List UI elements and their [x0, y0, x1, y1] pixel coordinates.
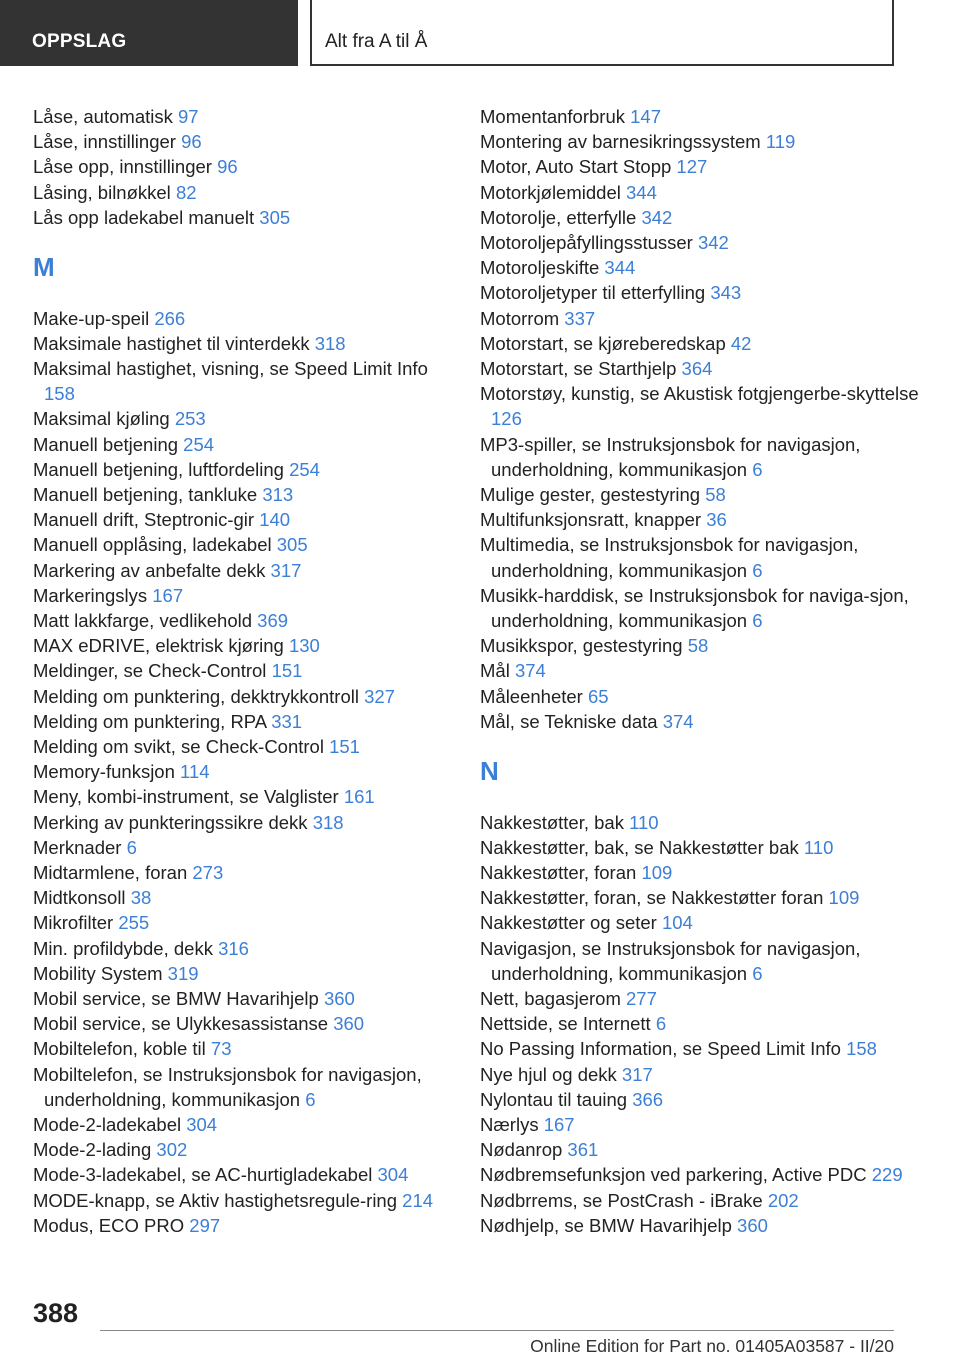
page-number: 388 [33, 1298, 79, 1328]
index-entry [33, 709, 451, 734]
index-entry [480, 381, 930, 431]
entry-text: Mål [480, 660, 510, 682]
index-entry [33, 457, 451, 482]
entry-text: Maksimal hastighet, visning, se Speed Limit Info [33, 357, 428, 379]
page-link[interactable]: 254 [289, 458, 320, 480]
entry-text: Mode-3-ladekabel, se AC-hurtigladekabel [33, 1164, 373, 1186]
index-entry [480, 684, 930, 709]
index-entry [480, 810, 930, 835]
entry-text: Motorrom [480, 307, 560, 329]
index-column-left [33, 104, 451, 1238]
entry-text: Motoroljetyper til etterfylling [480, 282, 706, 304]
entry-text: Låsing, bilnøkkel [33, 181, 171, 203]
index-entry [33, 1162, 451, 1187]
index-entry [33, 1137, 451, 1162]
entry-text: Mobil service, se Ulykkesassistanse [33, 1013, 329, 1035]
entry-text: Motorstart, se kjøreberedskap [480, 332, 726, 354]
index-entry [480, 633, 930, 658]
index-entry [480, 432, 930, 482]
entry-text: Nett, bagasjerom [480, 988, 621, 1010]
entry-text: Mobiltelefon, se Instruksjonsbok for navigasjon, underholdning, kommunikasjon [33, 1063, 422, 1110]
index-entry [33, 406, 451, 431]
index-entry [480, 1137, 930, 1162]
page-link[interactable]: 36 [706, 509, 727, 531]
entry-text: Motoroljepåfyllingsstusser [480, 232, 693, 254]
page-link[interactable]: 318 [312, 811, 344, 833]
page-link[interactable]: 6 [752, 458, 763, 480]
entry-text: Manuell betjening, tankluke [33, 484, 258, 505]
index-entry [480, 154, 930, 179]
index-entry [33, 784, 451, 809]
page-link[interactable]: 317 [621, 1063, 653, 1085]
page-link[interactable]: 109 [828, 887, 860, 909]
page-link[interactable]: 266 [154, 307, 186, 329]
page-link[interactable]: 318 [314, 332, 346, 354]
entry-text: Melding om punktering, RPA [33, 710, 267, 732]
entry-text: Mode-2-lading [33, 1139, 152, 1161]
index-entry [33, 1188, 451, 1213]
index-entry [480, 180, 930, 205]
index-entry [480, 104, 930, 129]
index-entry [33, 1062, 451, 1112]
entry-text: Merking av punkteringssikre dekk [33, 811, 308, 833]
index-entry [33, 759, 451, 784]
index-entry [480, 709, 930, 734]
entry-text: Midtarmlene, foran [33, 862, 188, 884]
entry-text: Markeringslys [33, 584, 148, 606]
index-entry [480, 1011, 930, 1036]
page-link[interactable]: 6 [752, 559, 763, 581]
index-entry [33, 961, 451, 986]
page-link[interactable]: 374 [662, 710, 694, 732]
index-entry [480, 583, 930, 633]
entry-text: Nødanrop [480, 1139, 563, 1161]
index-entry [33, 986, 451, 1011]
entry-text: Nylontau til tauing [480, 1088, 628, 1110]
page-link[interactable]: 151 [271, 660, 303, 682]
index-entry [33, 129, 451, 154]
entry-text: Motor, Auto Start Stopp [480, 156, 672, 178]
page-link[interactable]: 58 [687, 635, 709, 657]
entry-text: Meldinger, se Check-Control [33, 660, 267, 682]
page-header [0, 0, 960, 66]
index-entry [33, 1036, 451, 1061]
index-entry [33, 104, 451, 129]
page-link[interactable]: 273 [192, 862, 224, 884]
page-link[interactable]: 344 [604, 257, 636, 279]
page-link[interactable]: 342 [641, 206, 673, 228]
entry-text: Nødbremsefunksjon ved parkering, Active PDC [480, 1164, 867, 1186]
entry-text: Musikk-harddisk, se Instruksjonsbok for naviga-sjon, underholdning, kommunikasjon [480, 584, 909, 632]
index-entry [480, 658, 930, 683]
entry-text: Nødhjelp, se BMW Havarihjelp [480, 1214, 732, 1236]
index-entry [33, 331, 451, 356]
index-entry [480, 129, 930, 154]
entry-text: Låse opp, innstillinger [33, 156, 212, 178]
page-link[interactable]: 360 [737, 1214, 768, 1236]
index-entry [33, 910, 451, 935]
index-entry [480, 936, 930, 986]
entry-text: Nakkestøtter, foran, se Nakkestøtter foran [480, 887, 824, 909]
entry-text: Maksimale hastighet til vinterdekk [33, 332, 310, 354]
page-link[interactable]: 42 [730, 332, 752, 354]
index-entry [33, 684, 451, 709]
entry-text: Mikrofilter [33, 912, 114, 934]
page-link[interactable]: 109 [641, 862, 673, 884]
index-entry [33, 583, 451, 608]
index-entry [480, 331, 930, 356]
index-entry [33, 1112, 451, 1137]
index-entry [33, 558, 451, 583]
page-link[interactable]: 229 [871, 1164, 903, 1186]
page-link[interactable]: 305 [259, 206, 291, 228]
page-link[interactable]: 58 [705, 484, 726, 506]
index-entry [33, 205, 451, 230]
entry-text: Nakkestøtter og seter [480, 912, 657, 934]
entry-text: Nye hjul og dekk [480, 1063, 617, 1085]
index-entry [33, 1011, 451, 1036]
page-link[interactable]: 344 [626, 181, 657, 203]
page-link[interactable]: 119 [765, 131, 796, 153]
page-link[interactable]: 305 [276, 534, 308, 556]
page-link[interactable]: 158 [44, 383, 75, 405]
page-link[interactable]: 6 [655, 1013, 667, 1035]
page-link[interactable]: 319 [167, 962, 199, 984]
entry-text: Manuell betjening, luftfordeling [33, 458, 284, 480]
entry-text: Midtkonsoll [33, 887, 126, 909]
footer-edition: Online Edition for Part no. 01405A03587 - II/20 [530, 1336, 894, 1356]
entry-text: Meny, kombi-instrument, se Valglister [33, 786, 339, 808]
entry-text: Min. profildybde, dekk [33, 937, 213, 959]
index-entry [480, 280, 930, 305]
page-link[interactable]: 361 [567, 1139, 599, 1161]
entry-text: Multimedia, se Instruksjonsbok for navigasjon, underholdning, kommunikasjon [480, 534, 859, 581]
index-entry [480, 255, 930, 280]
entry-text: Maksimal kjøling [33, 408, 170, 430]
page-link[interactable]: 304 [377, 1164, 409, 1186]
entry-text: Mobiltelefon, koble til [33, 1038, 206, 1060]
entry-text: Motorkjølemiddel [480, 181, 621, 203]
index-column-right [480, 104, 930, 1238]
entry-text: Motoroljeskifte [480, 257, 600, 279]
page-link[interactable]: 65 [587, 685, 609, 707]
index-entry [480, 986, 930, 1011]
index-entry [33, 507, 451, 532]
page-link[interactable]: 82 [175, 181, 197, 203]
index-letter-heading: M [33, 252, 55, 283]
index-entry [480, 910, 930, 935]
page-link[interactable]: 327 [364, 685, 395, 707]
entry-text: Nakkestøtter, bak, se Nakkestøtter bak [480, 836, 799, 858]
index-entry [33, 936, 451, 961]
entry-text: Måleenheter [480, 685, 583, 707]
page-link[interactable]: 73 [210, 1038, 232, 1060]
index-entry [33, 835, 451, 860]
page-link[interactable]: 167 [152, 584, 184, 606]
page-link[interactable]: 277 [626, 988, 657, 1010]
page-link[interactable]: 97 [178, 106, 199, 127]
index-letter-heading: N [480, 756, 499, 787]
page-link[interactable]: 140 [259, 509, 291, 531]
page-link[interactable]: 304 [186, 1114, 218, 1136]
page-link[interactable]: 342 [697, 232, 729, 254]
entry-text: Nettside, se Internett [480, 1013, 651, 1035]
entry-text: Nødbrrems, se PostCrash - iBrake [480, 1189, 763, 1211]
page-link[interactable]: 254 [183, 433, 215, 455]
entry-text: Montering av barnesikringssystem [480, 131, 761, 153]
index-entry [33, 608, 451, 633]
page-link[interactable]: 6 [305, 1088, 316, 1110]
index-entry [33, 885, 451, 910]
entry-text: Navigasjon, se Instruksjonsbok for navigasjon, underholdning, kommunikasjon [480, 937, 861, 984]
page-link[interactable]: 110 [629, 811, 659, 833]
index-entry [480, 482, 930, 507]
page-link[interactable]: 202 [767, 1189, 799, 1211]
page-link[interactable]: 364 [681, 358, 713, 380]
index-entry [480, 205, 930, 230]
page-link[interactable]: 127 [676, 156, 708, 178]
index-entry [33, 180, 451, 205]
entry-text: Nakkestøtter, bak [480, 811, 624, 833]
index-entry [33, 482, 451, 507]
header-title: Alt fra A til Å [310, 0, 894, 66]
index-entry [480, 1036, 930, 1061]
entry-text: MAX eDRIVE, elektrisk kjøring [33, 635, 284, 657]
page-link[interactable]: 147 [630, 106, 661, 127]
index-entry [480, 532, 930, 582]
entry-text: Melding om svikt, se Check-Control [33, 736, 324, 758]
entry-text: Låse, innstillinger [33, 131, 176, 153]
page-link[interactable]: 214 [402, 1189, 434, 1211]
entry-text: Momentanforbruk [480, 106, 625, 127]
entry-text: Memory-funksjon [33, 761, 175, 783]
index-entry [33, 734, 451, 759]
page-link[interactable]: 104 [661, 912, 693, 934]
entry-text: Mål, se Tekniske data [480, 710, 658, 732]
entry-text: No Passing Information, se Speed Limit Info [480, 1038, 841, 1060]
index-entry [33, 860, 451, 885]
page-link[interactable]: 96 [181, 131, 202, 153]
entry-text: Mobil service, se BMW Havarihjelp [33, 988, 319, 1010]
entry-text: Manuell opplåsing, ladekabel [33, 534, 272, 556]
entry-text: Mode-2-ladekabel [33, 1114, 182, 1136]
page-link[interactable]: 369 [257, 610, 289, 632]
page-link[interactable]: 38 [130, 887, 152, 909]
index-entry [33, 658, 451, 683]
entry-text: Mulige gester, gestestyring [480, 484, 701, 506]
page-link[interactable]: 360 [323, 988, 355, 1010]
index-entry [480, 1062, 930, 1087]
index-entry [33, 154, 451, 179]
entry-text: Melding om punktering, dekktrykkontroll [33, 685, 359, 707]
index-entry [33, 306, 451, 331]
entry-text: Manuell betjening [33, 433, 179, 455]
page-link[interactable]: 6 [752, 610, 763, 632]
page-link[interactable]: 6 [126, 836, 137, 858]
entry-text: Motorstøy, kunstig, se Akustisk fotgjengerbe-skyttelse [480, 383, 919, 405]
index-entry [480, 1112, 930, 1137]
entry-text: Modus, ECO PRO [33, 1214, 185, 1236]
page-link[interactable]: 110 [803, 836, 834, 858]
page-link[interactable]: 255 [118, 912, 150, 934]
entry-text: Låse, automatisk [33, 106, 173, 127]
entry-text: Markering av anbefalte dekk [33, 559, 266, 581]
index-entry [480, 1087, 930, 1112]
page-link[interactable]: 337 [564, 307, 596, 329]
page-link[interactable]: 316 [218, 937, 249, 959]
entry-text: Motorstart, se Starthjelp [480, 358, 677, 380]
index-entry [480, 1188, 930, 1213]
page-link[interactable]: 360 [333, 1013, 365, 1035]
footer-divider [100, 1330, 894, 1331]
entry-text: MP3-spiller, se Instruksjonsbok for navigasjon, underholdning, kommunikasjon [480, 433, 861, 480]
entry-text: Multifunksjonsratt, knapper [480, 509, 702, 531]
page-link[interactable]: 317 [270, 559, 302, 581]
entry-text: Nærlys [480, 1114, 539, 1136]
entry-text: Matt lakkfarge, vedlikehold [33, 610, 253, 632]
index-entry [480, 507, 930, 532]
index-entry [480, 1213, 930, 1238]
index-entry [480, 860, 930, 885]
entry-text: MODE-knapp, se Aktiv hastighetsregule-ring [33, 1189, 398, 1211]
page-link[interactable]: 313 [262, 484, 294, 505]
section-tab: OPPSLAG [0, 0, 298, 66]
entry-text: Lås opp ladekabel manuelt [33, 206, 255, 228]
index-entry [33, 432, 451, 457]
entry-text: Merknader [33, 836, 122, 858]
index-entry [480, 306, 930, 331]
index-entry [480, 1162, 930, 1187]
page-link[interactable]: 96 [217, 156, 238, 178]
page-link[interactable]: 126 [491, 408, 522, 430]
entry-text: Mobility System [33, 962, 163, 984]
index-entry [33, 1213, 451, 1238]
entry-text: Nakkestøtter, foran [480, 862, 637, 884]
index-entry [480, 230, 930, 255]
index-entry [480, 885, 930, 910]
page-link[interactable]: 366 [632, 1088, 664, 1110]
entry-text: Musikkspor, gestestyring [480, 635, 683, 657]
page-link[interactable]: 151 [329, 736, 360, 758]
page-link[interactable]: 158 [846, 1038, 877, 1060]
page-link[interactable]: 302 [156, 1139, 188, 1161]
page-link[interactable]: 297 [189, 1214, 221, 1236]
page-link[interactable]: 253 [174, 408, 206, 430]
page-link[interactable]: 6 [752, 962, 763, 984]
entry-text: Make-up-speil [33, 307, 150, 329]
page-link[interactable]: 130 [288, 635, 320, 657]
index-entry [33, 633, 451, 658]
index-entry [480, 356, 930, 381]
index-entry [33, 532, 451, 557]
entry-text: Manuell drift, Steptronic-gir [33, 509, 255, 531]
page-link[interactable]: 343 [710, 282, 742, 304]
index-entry [480, 835, 930, 860]
index-entry [33, 356, 451, 406]
page-link[interactable]: 161 [343, 786, 375, 808]
index-entry [33, 810, 451, 835]
page-link[interactable]: 114 [180, 761, 210, 783]
page-link[interactable]: 331 [271, 710, 303, 732]
entry-text: Motorolje, etterfylle [480, 206, 637, 228]
page-link[interactable]: 374 [514, 660, 546, 682]
page-link[interactable]: 167 [543, 1114, 575, 1136]
